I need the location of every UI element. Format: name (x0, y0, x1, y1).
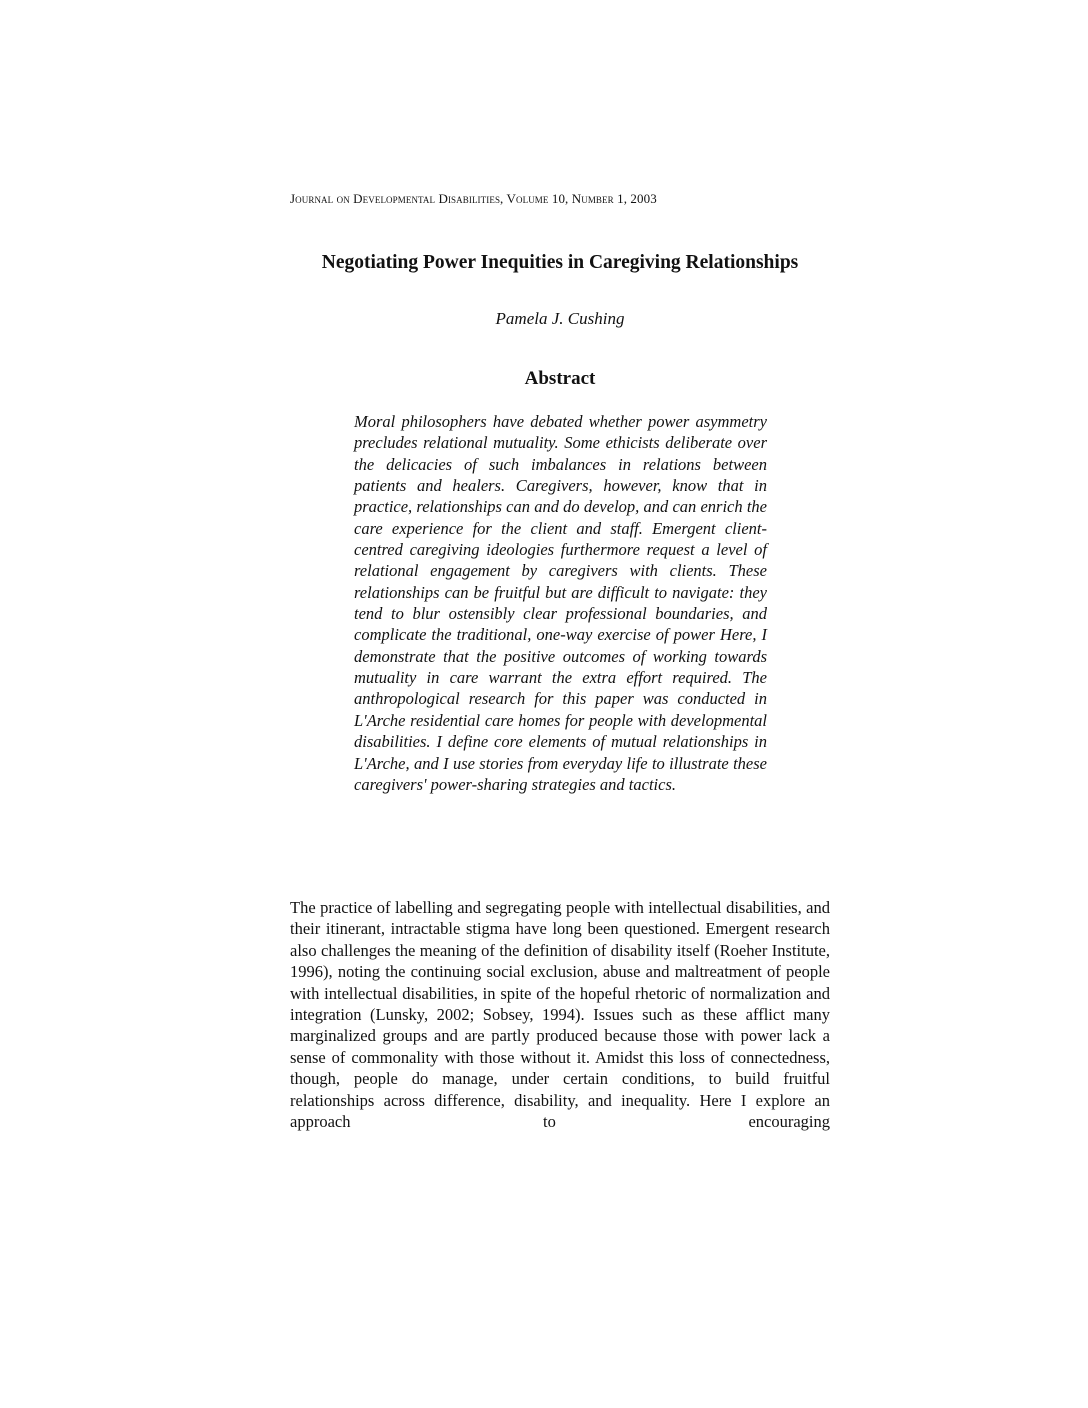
abstract-heading: Abstract (524, 368, 596, 389)
abstract-text: Moral philosophers have debated whether power asymmetry precludes relational mutuality. Some ethicists deliberate over the delicacies of such imbalances in relations between patients and healers. Caregivers, however, know that in practice, relationships can and do develop, and can enrich the care experience for the client and staff. Emergent client-centred caregiving ideologies furthermore request a level of relational engagement by caregivers with clients. These relationships can be fruitful but are difficult to navigate: they tend to blur ostensibly clear professional boundaries, and complicate the traditional, one-way exercise of power Here, I demonstrate that the positive outcomes of working towards mutuality in care warrant the extra effort required. The anthropological research for this paper was conducted in L'Arche residential care homes for people with developmental disabilities. I define core elements of mutual relationships in L'Arche, and I use stories from everyday life to illustrate these caregivers' power-sharing strategies and tactics. (354, 412, 767, 794)
article-author: Pamela J. Cushing (495, 309, 625, 328)
running-head: Journal on Developmental Disabilities, Volume 10, Number 1, 2003 (290, 191, 657, 206)
body-paragraph: The practice of labelling and segregating people with intellectual disabilities, and their itinerant, intractable stigma have long been questioned. Emergent research also challenges the meaning of the definition of disability itself (Roeher Institute, 1996), noting the continuing social exclusion, abuse and maltreatment of people with intellectual disabilities, in spite of the hopeful rhetoric of normalization and integration (Lunsky, 2002; Sobsey, 1994). Issues such as these afflict many marginalized groups and are partly produced because those with power lack a sense of commonality with those without it. Amidst this loss of connectedness, though, people do manage, under certain conditions, to build fruitful relationships across difference, disability, and inequality. Here I explore an approach to encouraging (290, 898, 830, 1132)
article-title: Negotiating Power Inequities in Caregiving Relationships (321, 252, 799, 273)
